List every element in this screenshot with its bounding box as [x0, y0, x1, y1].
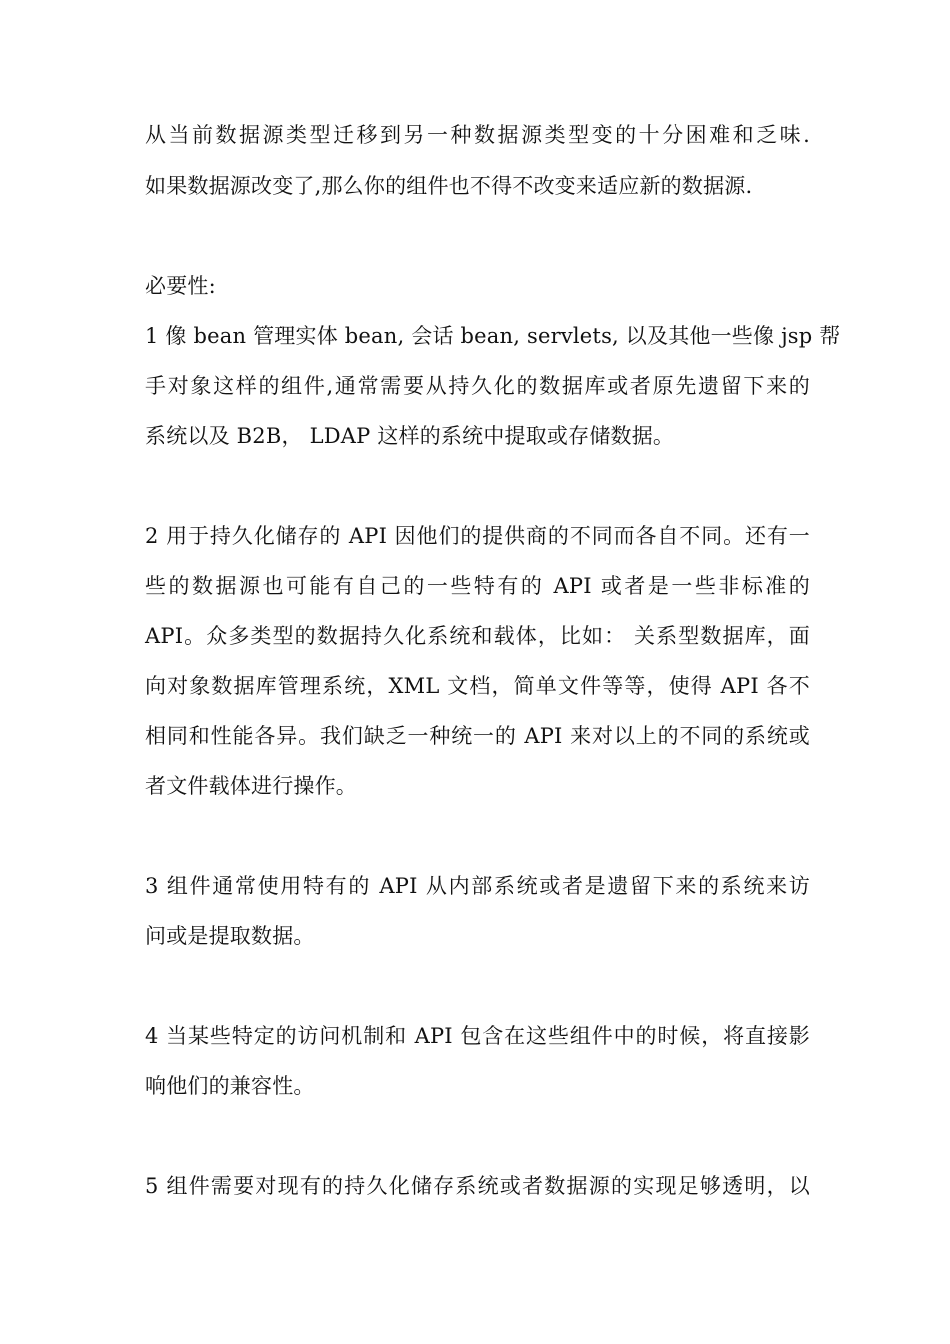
intro-line-2: 如果数据源改变了,那么你的组件也不得不改变来适应新的数据源.	[145, 174, 753, 198]
intro-line-1: 从当前数据源类型迁移到另一种数据源类型变的十分困难和乏味.	[145, 123, 810, 147]
item-3-line-2: 问或是提取数据。	[145, 924, 315, 948]
item-2-line-4: 向对象数据库管理系统，XML 文档，简单文件等等，使得 API 各不	[145, 674, 810, 698]
item-3-line-1: 3 组件通常使用特有的 API 从内部系统或者是遗留下来的系统来访	[145, 874, 810, 898]
item-1-line-1: 1 像 bean 管理实体 bean, 会话 bean, servlets, 以及其他一些像 jsp 帮	[145, 324, 841, 348]
item-1-line-3: 系统以及 B2B， LDAP 这样的系统中提取或存储数据。	[145, 424, 675, 448]
item-2-line-2: 些的数据源也可能有自己的一些特有的 API 或者是一些非标准的	[145, 574, 810, 598]
item-1-line-2: 手对象这样的组件,通常需要从持久化的数据库或者原先遗留下来的	[145, 374, 810, 398]
item-2-line-3: API。众多类型的数据持久化系统和载体，比如： 关系型数据库，面	[145, 624, 810, 648]
item-2-line-6: 者文件载体进行操作。	[145, 774, 357, 798]
item-4-line-2: 响他们的兼容性。	[145, 1074, 315, 1098]
item-5-line-1: 5 组件需要对现有的持久化储存系统或者数据源的实现足够透明，以	[145, 1174, 810, 1198]
item-2-line-5: 相同和性能各异。我们缺乏一种统一的 API 来对以上的不同的系统或	[145, 724, 810, 748]
necessity-heading: 必要性:	[145, 274, 216, 298]
item-2-line-1: 2 用于持久化储存的 API 因他们的提供商的不同而各自不同。还有一	[145, 524, 810, 548]
item-4-line-1: 4 当某些特定的访问机制和 API 包含在这些组件中的时候，将直接影	[145, 1024, 810, 1048]
